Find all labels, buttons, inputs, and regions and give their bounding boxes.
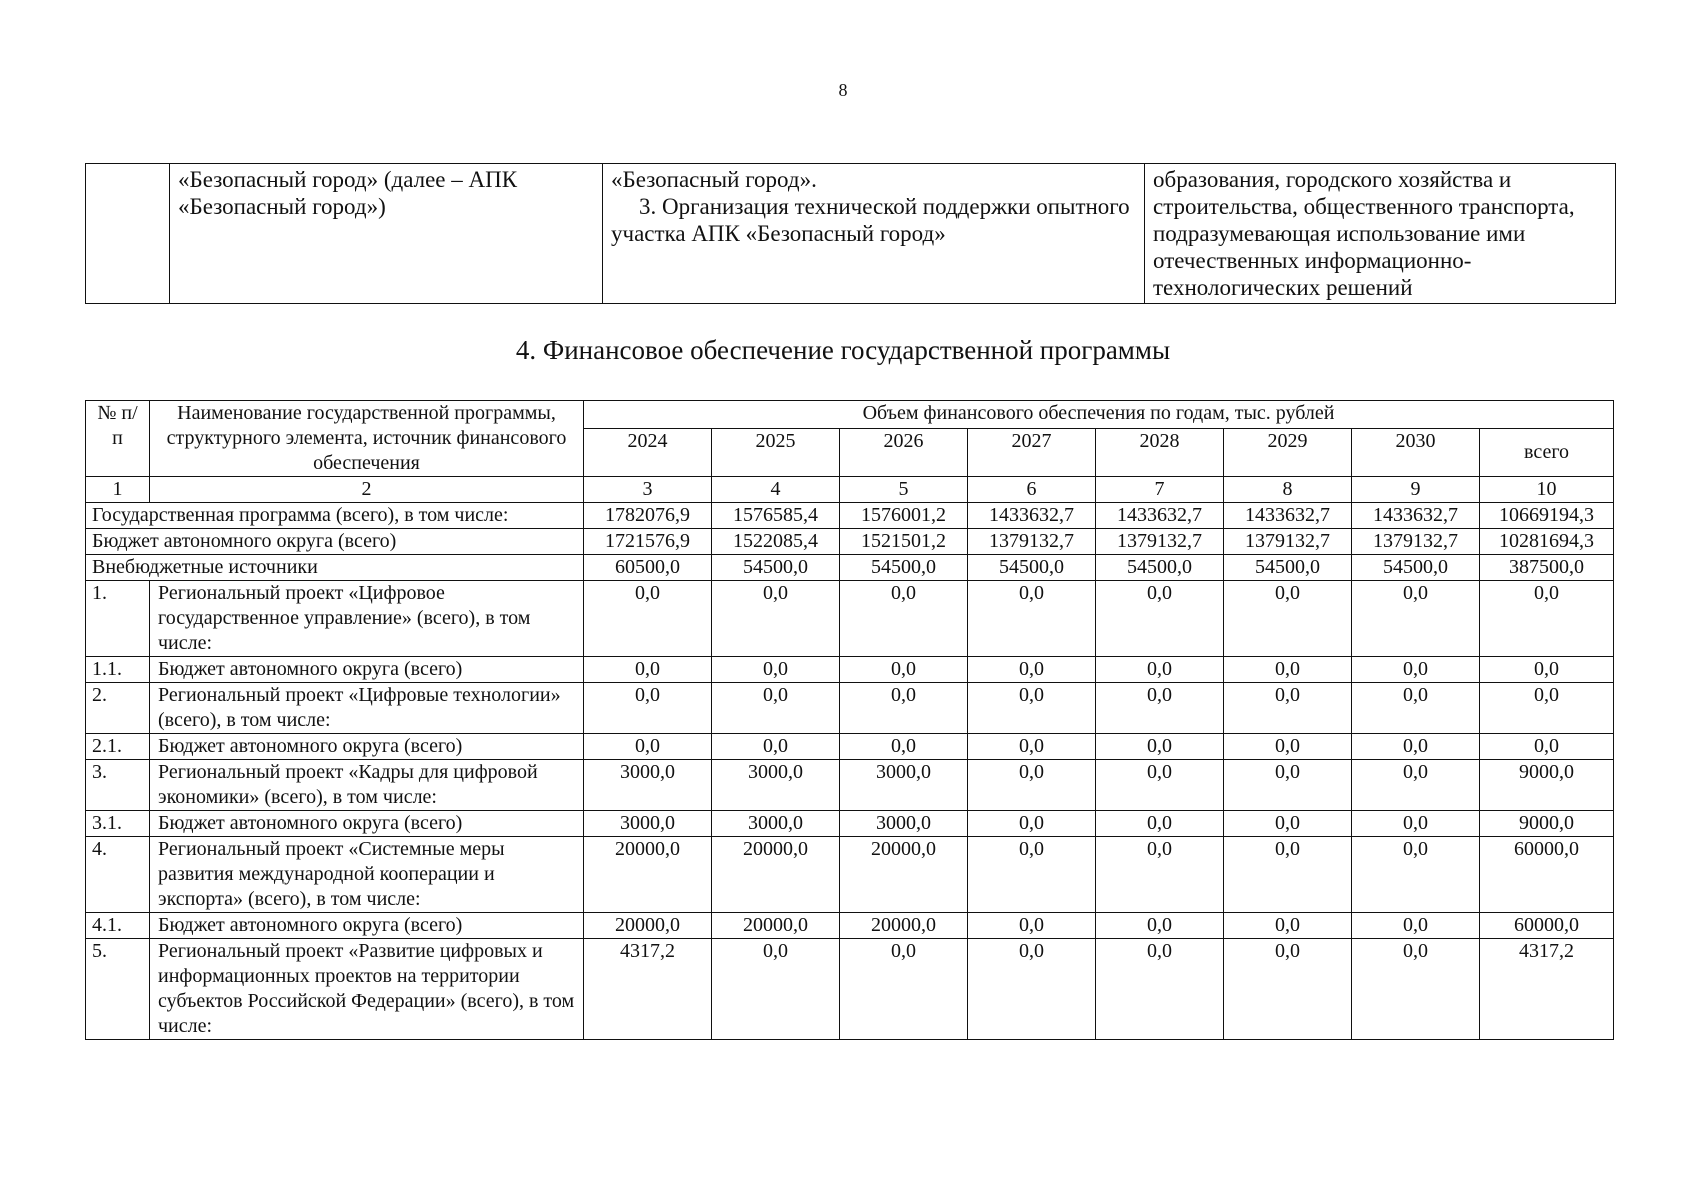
row-name: Бюджет автономного округа (всего) xyxy=(86,529,584,555)
value-cell: 0,0 xyxy=(1224,581,1352,657)
column-number: 9 xyxy=(1352,477,1480,503)
column-number: 4 xyxy=(712,477,840,503)
value-cell: 0,0 xyxy=(968,913,1096,939)
finance-table xyxy=(85,400,1614,1040)
value-cell: 4317,2 xyxy=(1480,939,1614,1040)
value-cell: 0,0 xyxy=(968,581,1096,657)
header-name: Наименование государственной программы, структурного элемента, источник финансового обеспечения xyxy=(150,401,584,477)
value-cell: 1433632,7 xyxy=(1224,503,1352,529)
column-number: 2 xyxy=(150,477,584,503)
cell-text: 3. Организация технической поддержки опытного участка АПК «Безопасный город» xyxy=(611,194,1130,246)
value-cell: 54500,0 xyxy=(1096,555,1224,581)
value-cell: 3000,0 xyxy=(840,760,968,811)
value-cell: 0,0 xyxy=(968,939,1096,1040)
table-row xyxy=(86,683,1614,734)
value-cell: 0,0 xyxy=(1224,837,1352,913)
row-number: 2. xyxy=(86,683,150,734)
value-cell: 387500,0 xyxy=(1480,555,1614,581)
value-cell: 1782076,9 xyxy=(584,503,712,529)
value-cell: 54500,0 xyxy=(712,555,840,581)
value-cell: 1379132,7 xyxy=(1096,529,1224,555)
value-cell: 1576001,2 xyxy=(840,503,968,529)
value-cell: 54500,0 xyxy=(1352,555,1480,581)
column-number: 5 xyxy=(840,477,968,503)
value-cell: 0,0 xyxy=(968,734,1096,760)
table-row xyxy=(86,734,1614,760)
value-cell: 0,0 xyxy=(1352,683,1480,734)
row-number: 1. xyxy=(86,581,150,657)
table-row xyxy=(86,657,1614,683)
value-cell: 0,0 xyxy=(840,734,968,760)
value-cell: 0,0 xyxy=(584,657,712,683)
value-cell: 0,0 xyxy=(712,657,840,683)
value-cell: 1433632,7 xyxy=(1352,503,1480,529)
row-name: Бюджет автономного округа (всего) xyxy=(150,657,584,683)
value-cell: 0,0 xyxy=(1096,913,1224,939)
value-cell: 3000,0 xyxy=(840,811,968,837)
header-row xyxy=(86,401,1614,429)
value-cell: 0,0 xyxy=(1224,760,1352,811)
row-name: Бюджет автономного округа (всего) xyxy=(150,811,584,837)
table-row xyxy=(86,760,1614,811)
value-cell: 0,0 xyxy=(1352,837,1480,913)
table-row xyxy=(86,837,1614,913)
table-cell xyxy=(86,164,170,304)
header-year: 2026 xyxy=(840,429,968,477)
value-cell: 0,0 xyxy=(1096,581,1224,657)
column-number: 7 xyxy=(1096,477,1224,503)
value-cell: 20000,0 xyxy=(712,837,840,913)
value-cell: 0,0 xyxy=(1224,657,1352,683)
value-cell: 0,0 xyxy=(968,811,1096,837)
value-cell: 0,0 xyxy=(1480,657,1614,683)
header-year: 2030 xyxy=(1352,429,1480,477)
continuation-table xyxy=(85,163,1616,304)
value-cell: 0,0 xyxy=(840,581,968,657)
summary-row xyxy=(86,503,1614,529)
value-cell: 0,0 xyxy=(1224,939,1352,1040)
value-cell: 0,0 xyxy=(1352,913,1480,939)
value-cell: 54500,0 xyxy=(840,555,968,581)
value-cell: 10281694,3 xyxy=(1480,529,1614,555)
column-number-row xyxy=(86,477,1614,503)
header-year: 2025 xyxy=(712,429,840,477)
value-cell: 3000,0 xyxy=(712,811,840,837)
row-name: Бюджет автономного округа (всего) xyxy=(150,913,584,939)
value-cell: 0,0 xyxy=(1480,734,1614,760)
row-number: 3. xyxy=(86,760,150,811)
cell-text: «Безопасный город». xyxy=(611,167,817,192)
column-number: 1 xyxy=(86,477,150,503)
value-cell: 0,0 xyxy=(712,734,840,760)
value-cell: 1379132,7 xyxy=(1352,529,1480,555)
row-name: Внебюджетные источники xyxy=(86,555,584,581)
value-cell: 0,0 xyxy=(840,939,968,1040)
table-row xyxy=(86,939,1614,1040)
column-number: 8 xyxy=(1224,477,1352,503)
value-cell: 1576585,4 xyxy=(712,503,840,529)
value-cell: 0,0 xyxy=(1096,657,1224,683)
value-cell: 0,0 xyxy=(1096,811,1224,837)
table-row xyxy=(86,811,1614,837)
row-name: Региональный проект «Цифровое государственное управление» (всего), в том числе: xyxy=(150,581,584,657)
table-row xyxy=(86,164,1616,304)
value-cell: 0,0 xyxy=(1096,683,1224,734)
value-cell: 20000,0 xyxy=(712,913,840,939)
summary-row xyxy=(86,555,1614,581)
value-cell: 3000,0 xyxy=(712,760,840,811)
value-cell: 0,0 xyxy=(840,683,968,734)
value-cell: 0,0 xyxy=(1352,939,1480,1040)
value-cell: 3000,0 xyxy=(584,760,712,811)
value-cell: 0,0 xyxy=(968,683,1096,734)
value-cell: 0,0 xyxy=(968,837,1096,913)
value-cell: 0,0 xyxy=(1224,683,1352,734)
header-num: № п/п xyxy=(86,401,150,477)
value-cell: 10669194,3 xyxy=(1480,503,1614,529)
header-year: 2027 xyxy=(968,429,1096,477)
row-name: Бюджет автономного округа (всего) xyxy=(150,734,584,760)
value-cell: 20000,0 xyxy=(584,913,712,939)
value-cell: 60000,0 xyxy=(1480,913,1614,939)
row-name: Региональный проект «Кадры для цифровой экономики» (всего), в том числе: xyxy=(150,760,584,811)
header-year: 2029 xyxy=(1224,429,1352,477)
column-number: 10 xyxy=(1480,477,1614,503)
value-cell: 0,0 xyxy=(1224,734,1352,760)
value-cell: 0,0 xyxy=(584,581,712,657)
value-cell: 0,0 xyxy=(1096,939,1224,1040)
row-number: 4. xyxy=(86,837,150,913)
value-cell: 0,0 xyxy=(1096,760,1224,811)
page-number: 8 xyxy=(838,80,848,100)
row-name: Региональный проект «Системные меры развития международной кооперации и экспорта» (всего), в том числе: xyxy=(150,837,584,913)
value-cell: 4317,2 xyxy=(584,939,712,1040)
column-number: 3 xyxy=(584,477,712,503)
row-number: 2.1. xyxy=(86,734,150,760)
row-name: Региональный проект «Цифровые технологии» (всего), в том числе: xyxy=(150,683,584,734)
row-number: 4.1. xyxy=(86,913,150,939)
value-cell: 0,0 xyxy=(1480,581,1614,657)
row-name: Региональный проект «Развитие цифровых и информационных проектов на территории субъектов Российской Федерации» (всего), в том числе: xyxy=(150,939,584,1040)
table-row xyxy=(86,581,1614,657)
header-year: 2024 xyxy=(584,429,712,477)
value-cell: 1521501,2 xyxy=(840,529,968,555)
value-cell: 0,0 xyxy=(712,581,840,657)
value-cell: 0,0 xyxy=(968,760,1096,811)
value-cell: 0,0 xyxy=(1352,581,1480,657)
value-cell: 0,0 xyxy=(712,683,840,734)
value-cell: 54500,0 xyxy=(1224,555,1352,581)
value-cell: 60000,0 xyxy=(1480,837,1614,913)
value-cell: 0,0 xyxy=(1352,734,1480,760)
header-year: 2028 xyxy=(1096,429,1224,477)
value-cell: 0,0 xyxy=(840,657,968,683)
table-cell: образования, городского хозяйства и строительства, общественного транспорта, подразумевающая использование ими отечественных информационно-технологических решений xyxy=(1145,164,1616,304)
value-cell: 0,0 xyxy=(584,683,712,734)
row-number: 3.1. xyxy=(86,811,150,837)
summary-row xyxy=(86,529,1614,555)
row-name: Государственная программа (всего), в том числе: xyxy=(86,503,584,529)
value-cell: 0,0 xyxy=(1352,811,1480,837)
value-cell: 1379132,7 xyxy=(1224,529,1352,555)
value-cell: 54500,0 xyxy=(968,555,1096,581)
value-cell: 9000,0 xyxy=(1480,811,1614,837)
value-cell: 1433632,7 xyxy=(1096,503,1224,529)
value-cell: 0,0 xyxy=(1352,657,1480,683)
table-row xyxy=(86,913,1614,939)
value-cell: 1433632,7 xyxy=(968,503,1096,529)
value-cell: 1721576,9 xyxy=(584,529,712,555)
header-volume: Объем финансового обеспечения по годам, тыс. рублей xyxy=(584,401,1614,429)
table-cell: «Безопасный город» (далее – АПК «Безопасный город») xyxy=(170,164,603,304)
table-cell xyxy=(603,164,1145,304)
value-cell: 0,0 xyxy=(1224,913,1352,939)
value-cell: 0,0 xyxy=(1224,811,1352,837)
value-cell: 9000,0 xyxy=(1480,760,1614,811)
header-total: всего xyxy=(1480,429,1614,477)
value-cell: 0,0 xyxy=(1352,760,1480,811)
section-title: 4. Финансовое обеспечение государственной программы xyxy=(515,335,1171,365)
value-cell: 60500,0 xyxy=(584,555,712,581)
value-cell: 1522085,4 xyxy=(712,529,840,555)
value-cell: 0,0 xyxy=(712,939,840,1040)
value-cell: 3000,0 xyxy=(584,811,712,837)
value-cell: 20000,0 xyxy=(840,913,968,939)
column-number: 6 xyxy=(968,477,1096,503)
row-number: 5. xyxy=(86,939,150,1040)
value-cell: 0,0 xyxy=(968,657,1096,683)
value-cell: 0,0 xyxy=(1096,837,1224,913)
value-cell: 0,0 xyxy=(584,734,712,760)
value-cell: 0,0 xyxy=(1096,734,1224,760)
value-cell: 1379132,7 xyxy=(968,529,1096,555)
value-cell: 0,0 xyxy=(1480,683,1614,734)
value-cell: 20000,0 xyxy=(840,837,968,913)
value-cell: 20000,0 xyxy=(584,837,712,913)
row-number: 1.1. xyxy=(86,657,150,683)
